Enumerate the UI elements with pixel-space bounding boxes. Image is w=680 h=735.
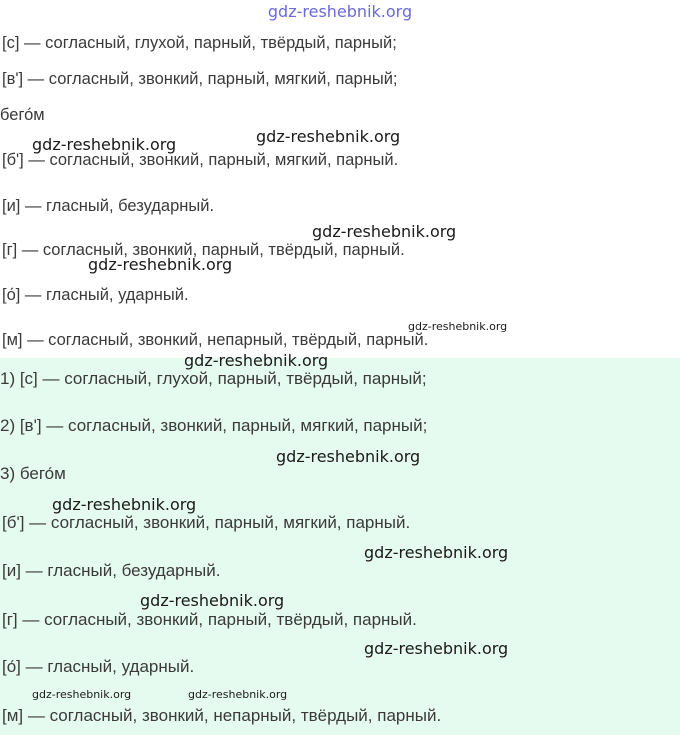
- phonetic-line: [и] — гласный, безударный.: [2, 561, 221, 580]
- watermark: gdz-reshebnik.org: [32, 688, 132, 701]
- answer-section-1: [0, 0, 680, 358]
- phonetic-line: [с] — согласный, глухой, парный, твёрдый, парный;: [2, 34, 397, 52]
- phonetic-line: [б'] — согласный, звонкий, парный, мягкий, парный.: [2, 151, 399, 169]
- phonetic-line: 2) [в'] — согласный, звонкий, парный, мягкий, парный;: [0, 416, 428, 435]
- phonetic-line: 1) [с] — согласный, глухой, парный, твёрдый, парный;: [0, 369, 427, 388]
- watermark: gdz-reshebnik.org: [32, 135, 177, 154]
- watermark: gdz-reshebnik.org: [364, 543, 509, 562]
- watermark: gdz-reshebnik.org: [52, 495, 197, 514]
- phonetic-line: [о́] — гласный, ударный.: [2, 657, 195, 676]
- watermark: gdz-reshebnik.org: [188, 688, 288, 701]
- watermark: gdz-reshebnik.org: [276, 447, 421, 466]
- answer-section-2: [0, 358, 680, 735]
- phonetic-line: [м] — согласный, звонкий, непарный, твёрдый, парный.: [2, 331, 429, 349]
- phonetic-line: [г] — согласный, звонкий, парный, твёрдый, парный.: [2, 241, 405, 259]
- word-heading: бего́м: [0, 106, 45, 124]
- watermark: gdz-reshebnik.org: [140, 591, 285, 610]
- top-watermark: gdz-reshebnik.org: [267, 2, 413, 21]
- watermark: gdz-reshebnik.org: [88, 255, 233, 274]
- watermark: gdz-reshebnik.org: [408, 320, 508, 333]
- phonetic-line: [м] — согласный, звонкий, непарный, твёрдый, парный.: [2, 706, 442, 725]
- phonetic-line: [б'] — согласный, звонкий, парный, мягкий, парный.: [2, 513, 411, 532]
- word-heading: 3) бего́м: [0, 464, 66, 483]
- watermark: gdz-reshebnik.org: [364, 639, 509, 658]
- watermark: gdz-reshebnik.org: [256, 127, 401, 146]
- watermark: gdz-reshebnik.org: [312, 222, 457, 241]
- watermark: gdz-reshebnik.org: [184, 351, 329, 370]
- phonetic-line: [о́] — гласный, ударный.: [2, 286, 189, 304]
- phonetic-line: [и] — гласный, безударный.: [2, 197, 215, 215]
- phonetic-line: [г] — согласный, звонкий, парный, твёрдый, парный.: [2, 610, 417, 629]
- phonetic-line: [в'] — согласный, звонкий, парный, мягкий, парный;: [2, 70, 398, 88]
